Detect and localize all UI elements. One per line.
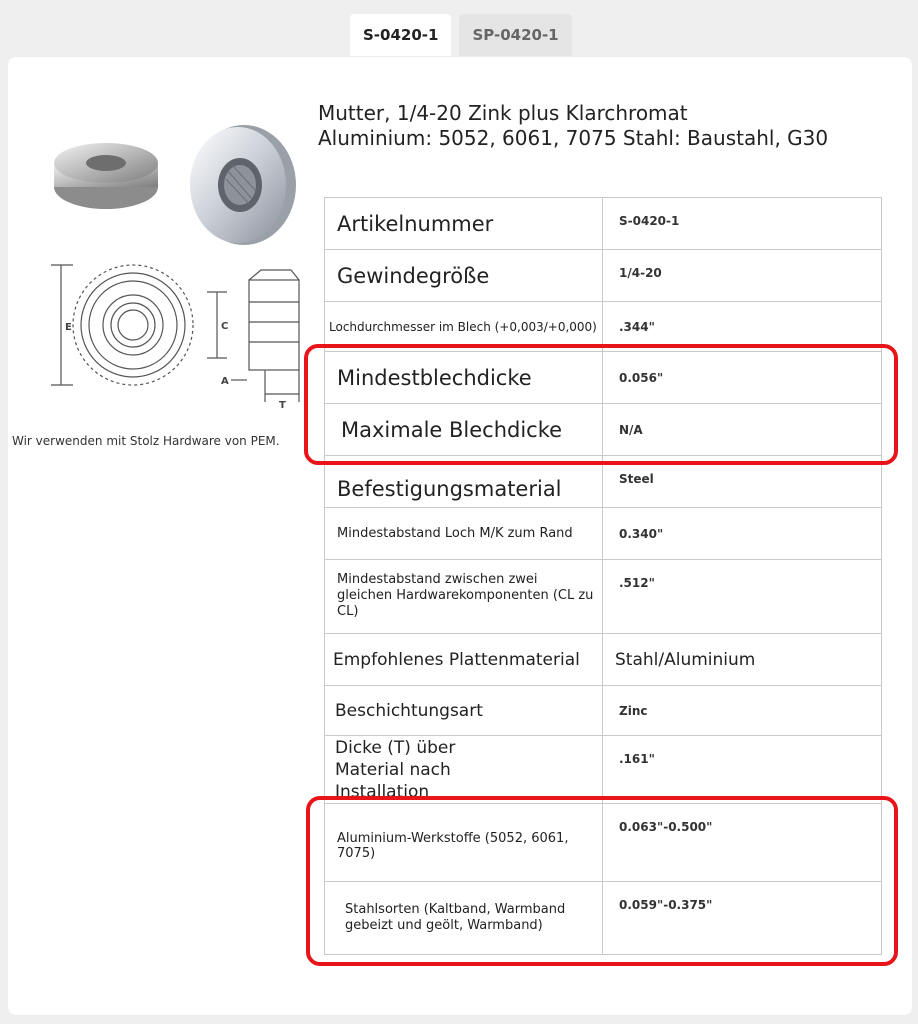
spec-row-aluminium-werkstoffe	[325, 804, 881, 882]
tab-bar	[350, 14, 572, 58]
spec-label: Dicke (T) über Material nach Installation	[325, 736, 603, 803]
dim-label-t: T	[279, 400, 286, 411]
spec-value: 1/4-20	[619, 266, 662, 280]
product-title-line2: Aluminium: 5052, 6061, 7075 Stahl: Baustahl, G30	[318, 126, 829, 150]
spec-label: Mindestabstand Loch M/K zum Rand	[325, 508, 603, 559]
spec-row-mindestabstand-rand	[325, 508, 881, 560]
spec-value: .161"	[619, 752, 655, 766]
spec-row-lochdurchmesser	[325, 302, 881, 352]
spec-label: Mindestblechdicke	[325, 352, 603, 403]
spec-value: 0.056"	[619, 370, 664, 385]
spec-row-artikelnummer	[325, 198, 881, 250]
tab-sp-0420-1[interactable]: SP-0420-1	[459, 14, 571, 56]
spec-value: 0.340"	[619, 526, 664, 541]
spec-label: Stahlsorten (Kaltband, Warmband gebeizt und geölt, Warmband)	[325, 882, 603, 954]
pem-caption: Wir verwenden mit Stolz Hardware von PEM.	[12, 434, 280, 448]
spec-value: N/A	[619, 422, 643, 437]
product-photo	[48, 105, 308, 265]
product-card	[8, 57, 912, 1015]
spec-table	[324, 197, 882, 955]
spec-value: Steel	[619, 472, 654, 486]
spec-row-stahlsorten	[325, 882, 881, 954]
spec-row-dicke-t	[325, 736, 881, 804]
spec-value: S-0420-1	[619, 214, 680, 228]
spec-row-mindestabstand-cl	[325, 560, 881, 634]
spec-row-beschichtungsart	[325, 686, 881, 736]
spec-row-gewindegroesse	[325, 250, 881, 302]
spec-value: 0.059"-0.375"	[619, 898, 713, 912]
spec-value: 0.063"-0.500"	[619, 820, 713, 834]
dim-label-a: A	[221, 376, 229, 387]
spec-row-befestigungsmaterial	[325, 456, 881, 508]
spec-label: Mindestabstand zwischen zwei gleichen Hardwarekomponenten (CL zu CL)	[325, 560, 603, 633]
spec-label: Beschichtungsart	[325, 686, 603, 735]
dim-label-e: E	[65, 322, 72, 333]
spec-row-mindestblechdicke	[325, 352, 881, 404]
spec-label: Maximale Blechdicke	[325, 404, 603, 455]
spec-row-maximale-blechdicke	[325, 404, 881, 456]
spec-label: Artikelnummer	[325, 198, 603, 249]
product-title-line1: Mutter, 1/4-20 Zink plus Klarchromat	[318, 101, 688, 125]
spec-value: .512"	[619, 576, 655, 590]
spec-label: Befestigungsmaterial	[325, 456, 603, 507]
dimension-drawing	[41, 262, 311, 412]
spec-label: Lochdurchmesser im Blech (+0,003/+0,000)	[325, 302, 603, 351]
product-title	[318, 101, 878, 151]
spec-label: Empfohlenes Plattenmaterial	[325, 634, 603, 685]
spec-label: Aluminium-Werkstoffe (5052, 6061, 7075)	[325, 804, 603, 881]
spec-label: Gewindegröße	[325, 250, 603, 301]
spec-value: Zinc	[619, 703, 648, 718]
spec-value: .344"	[619, 319, 655, 334]
dim-label-c: C	[221, 321, 229, 332]
spec-row-plattenmaterial	[325, 634, 881, 686]
spec-value: Stahl/Aluminium	[615, 649, 756, 670]
tab-s-0420-1[interactable]: S-0420-1	[350, 14, 451, 56]
